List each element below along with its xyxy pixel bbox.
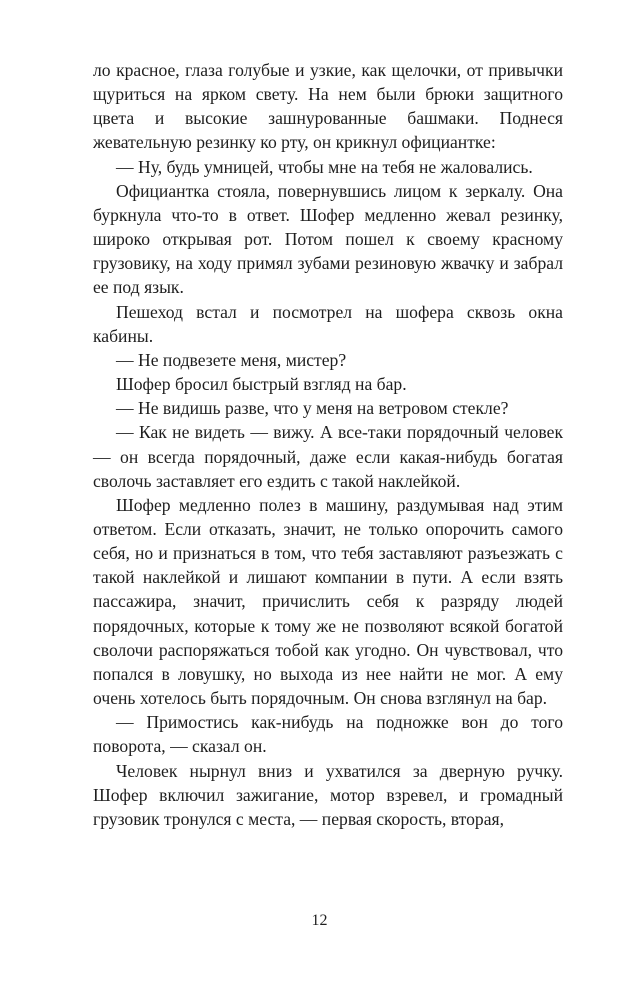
paragraph: Шофер медленно полез в машину, раздумывая над этим ответом. Если отказать, значит, не только опорочить самого себя, но и признаться в том, что тебя заставляют разъезжать с такой наклейкой и лишают компании в пути. А если взять пассажира, значит, причислить себя к разряду людей порядочных, которые к тому же не позволяют всякой богатой сволочи распоряжаться тобой как угодно. Он чувствовал, что попался в ловушку, но выхода из нее найти не мог. А ему очень хотелось быть порядочным. Он снова взглянул на бар.	[93, 494, 563, 709]
paragraph: — Как не видеть — вижу. А все-таки порядочный человек — он всегда порядочный, даже если какая-нибудь богатая сволочь заставляет его ездить с такой наклейкой.	[93, 422, 563, 491]
paragraph: — Не подвезете меня, мистер?	[116, 349, 347, 370]
paragraph: ло красное, глаза голубые и узкие, как щелочки, от привычки щуриться на ярком свету. На нем были брюки защитного цвета и высокие зашнурованные башмаки. Поднеся жевательную резинку ко рту, он крикнул официантке:	[93, 60, 563, 153]
paragraph: Официантка стояла, повернувшись лицом к зеркалу. Она буркнула что-то в ответ. Шофер медленно жевал резинку, широко открывая рот. Потом пошел к своему красному грузовику, на ходу примял зубами резиновую жвачку и забрал ее под язык.	[93, 180, 563, 298]
paragraph: Шофер бросил быстрый взгляд на бар.	[116, 374, 407, 395]
paragraph: Человек нырнул вниз и ухватился за дверную ручку. Шофер включил зажигание, мотор взревел, и громадный грузовик тронулся с места, — первая скорость, вторая,	[93, 760, 563, 829]
paragraph: Пешеход встал и посмотрел на шофера сквозь окна кабины.	[93, 301, 563, 346]
body-text	[93, 58, 563, 831]
paragraph: — Не видишь разве, что у меня на ветровом стекле?	[116, 398, 509, 419]
page-number: 12	[311, 912, 328, 929]
paragraph: — Примостись как-нибудь на подножке вон до того поворота, — сказал он.	[93, 712, 563, 757]
paragraph: — Ну, будь умницей, чтобы мне на тебя не жаловались.	[116, 156, 533, 177]
